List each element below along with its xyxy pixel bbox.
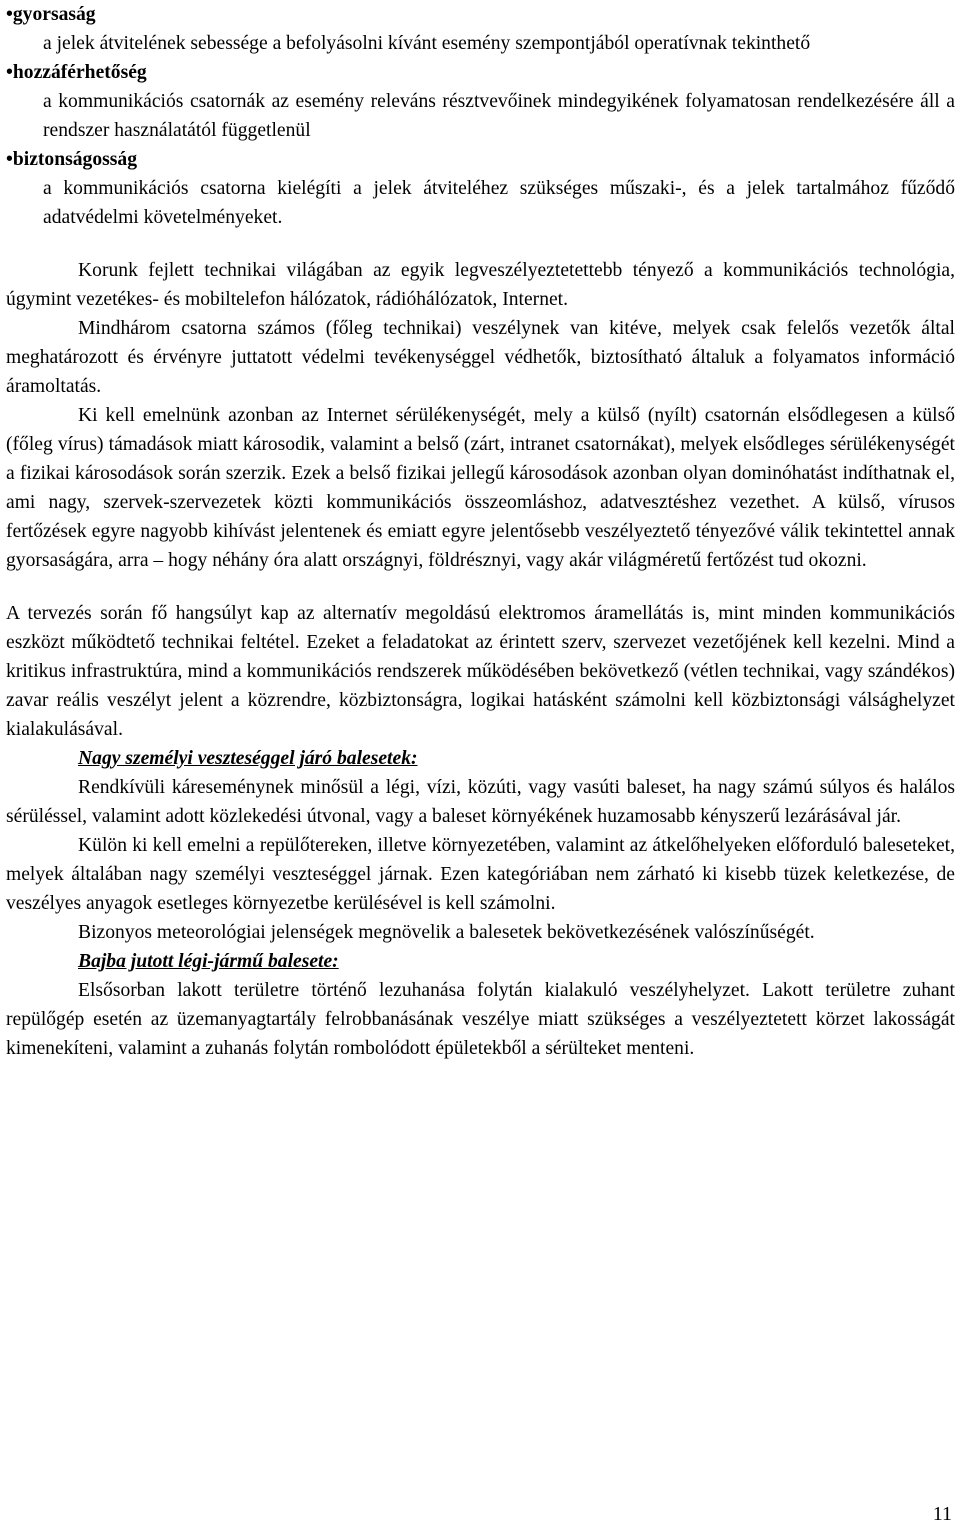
section-heading: Nagy személyi veszteséggel járó balesetek: [78,748,418,769]
body-paragraph: Elsősorban lakott területre történő lezuhanása folytán kialakuló veszélyhelyzet. Lakott területre zuhant repülőgép esetén az üzemanyagtartály felrobbanásának veszélye miatt szükséges a veszélyeztetett körzet lakosságát kimenekíteni, valamint a zuhanás folytán rombolódott épületekből a sérülteket menteni. [6,980,955,1059]
document-page [6,0,955,1063]
bullet-text: a kommunikációs csatornák az esemény releváns résztvevőinek mindegyikének folyamatosan rendelkezésére áll a rendszer használatától függetlenül [43,91,955,141]
section-heading: Bajba jutott légi-jármű balesete: [78,951,339,972]
bullet-title: biztonságosság [12,149,137,170]
body-paragraph: Korunk fejlett technikai világában az egyik legveszélyeztetettebb tényező a kommunikációs technológia, úgymint vezetékes- és mobiltelefon hálózatok, rádióhálózatok, Internet. [6,260,955,310]
body-paragraph: Külön ki kell emelni a repülőtereken, illetve környezetében, valamint az átkelőhelyeken előforduló baleseteket, melyek általában nagy személyi veszteséggel járnak. Ezen kategóriában nem zárható ki kisebb tüzek keletkezése, de veszélyes anyagok esetleges környezetbe kerülésével is kell számolni. [6,835,955,914]
bullet-heading-gyorsasag [6,0,955,29]
bullet-text: a jelek átvitelének sebessége a befolyásolni kívánt esemény szempontjából operatívnak tekinthető [43,33,811,54]
bullet-icon: • [6,62,13,83]
page-number: 11 [932,1503,952,1525]
bullet-title: hozzáférhetőség [12,62,147,83]
body-paragraph: Rendkívüli káreseménynek minősül a légi, vízi, közúti, vagy vasúti baleset, ha nagy számú súlyos és halálos sérüléssel, valamint adott közlekedési útvonal, vagy a baleset környékének huzamosabb kényszerű lezárásával jár. [6,777,955,827]
body-paragraph: A tervezés során fő hangsúlyt kap az alternatív megoldású elektromos áramellátás is, mint minden kommunikációs eszközt működtető technikai feltétel. Ezeket a feladatokat az érintett szerv, szervezet vezetőjének kell kezelni. Mind a kritikus infrastruktúra, mind a kommunikációs rendszerek működésében bekövetkező (vétlen technikai, vagy szándékos) zavar reális veszélyt jelent a közrendre, közbiztonságra, logikai hatásként számolni kell közbiztonsági válsághelyzet kialakulásával. [6,603,955,740]
body-paragraph: Ki kell emelnünk azonban az Internet sérülékenységét, mely a külső (nyílt) csatornán elsődlegesen a külső (főleg vírus) támadások miatt károsodik, valamint a belső (zárt, intranet csatornákat), melyek elsődleges sérülékenységét a fizikai károsodások során szerzik. Ezek a belső fizikai jellegű károsodások azonban olyan dominóhatást indíthatnak el, ami nagy, szervek-szervezetek közti kommunikációs összeomláshoz, adatvesztéshez vezethet. A külső, vírusos fertőzések egyre nagyobb kihívást jelentenek és emiatt egyre jelentősebb veszélyeztető tényezővé válik tekintettel annak gyorsaságára, arra – hogy néhány óra alatt országnyi, földrésznyi, vagy akár világméretű fertőzést tud okozni. [6,405,955,571]
bullet-heading-hozzaferhetoseg [6,58,955,87]
bullet-text: a kommunikációs csatorna kielégíti a jelek átviteléhez szükséges műszaki-, és a jelek tartalmához fűződő adatvédelmi követelményeket. [43,178,955,228]
bullet-title: gyorsaság [12,4,96,25]
bullet-icon: • [6,4,13,25]
body-paragraph: Mindhárom csatorna számos (főleg technikai) veszélynek van kitéve, melyek csak felelős vezetők által meghatározott és érvényre juttatott védelmi tevékenységgel védhetők, biztosítható általuk a folyamatos információ áramoltatás. [6,318,955,397]
bullet-icon: • [6,149,13,170]
bullet-heading-biztonsagossag [6,145,955,174]
body-paragraph: Bizonyos meteorológiai jelenségek megnövelik a balesetek bekövetkezésének valószínűségét. [78,922,815,943]
